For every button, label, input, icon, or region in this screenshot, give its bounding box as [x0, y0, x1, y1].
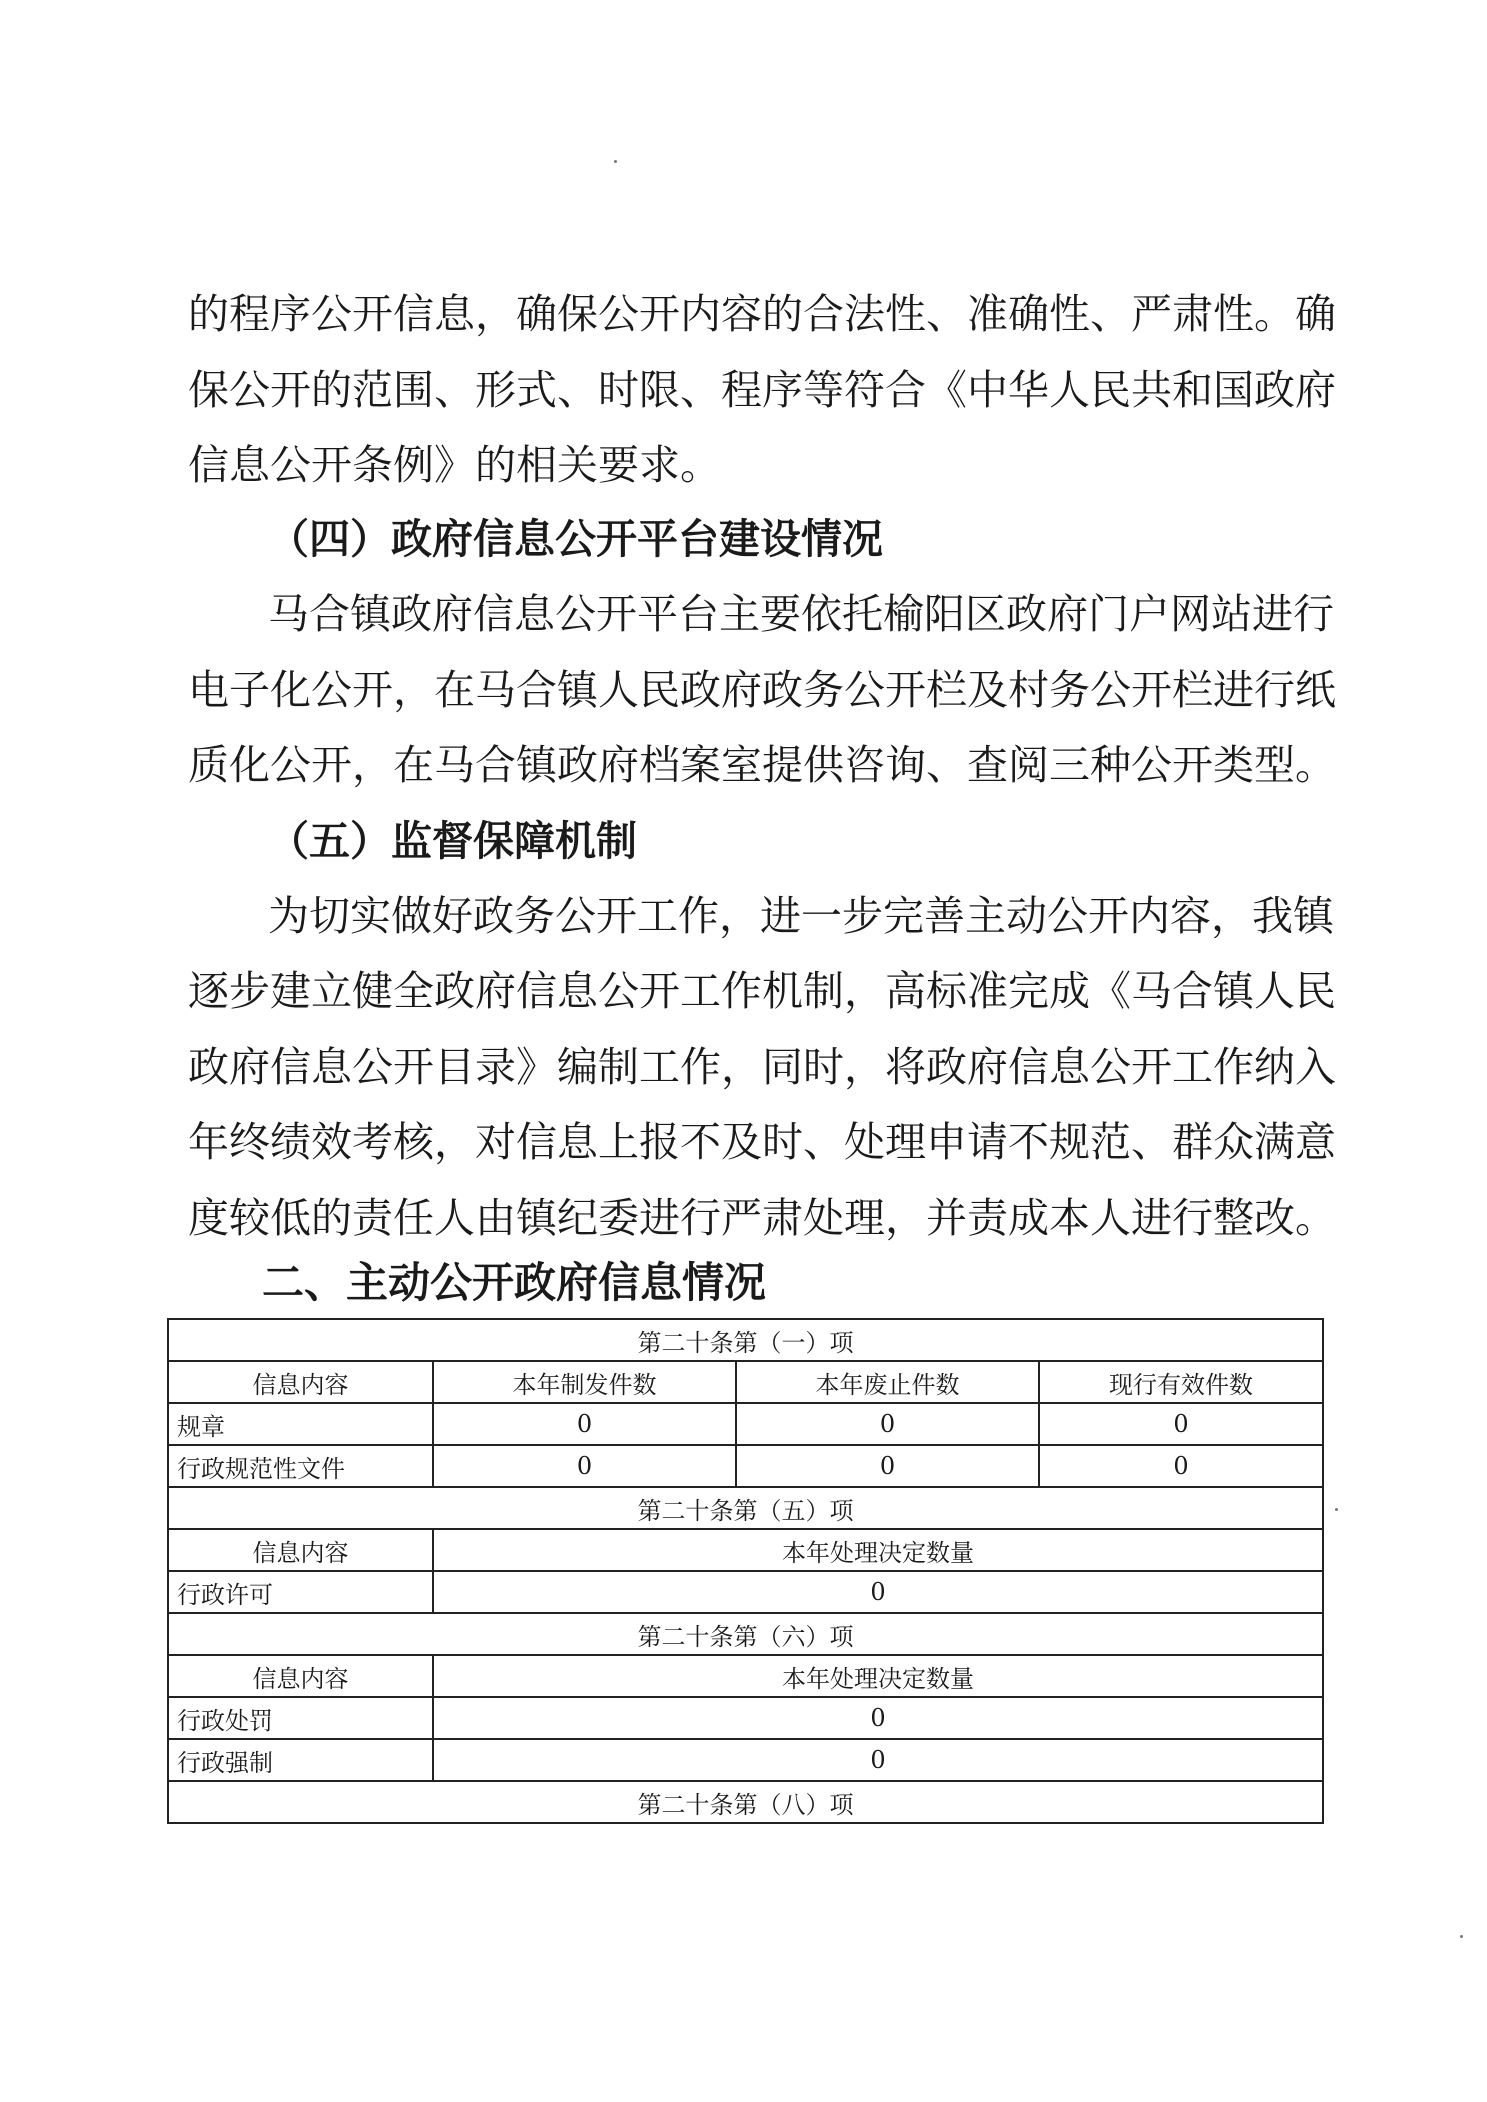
table-cell: 0: [1039, 1403, 1323, 1445]
table-header-cell: 本年制发件数: [433, 1361, 736, 1403]
table-cell: 行政规范性文件: [168, 1445, 433, 1487]
table-row: [168, 1403, 1323, 1445]
paragraph-line: 保公开的范围、形式、时限、程序等符合《中华人民共和国政府: [188, 366, 1336, 414]
paragraph-line: 的程序公开信息，确保公开内容的合法性、准确性、严肃性。确: [188, 290, 1336, 338]
table-title-row: [168, 1613, 1323, 1655]
table-header-row: [168, 1529, 1323, 1571]
table-title-row: [168, 1319, 1323, 1361]
table-header-row: [168, 1361, 1323, 1403]
table-cell: 0: [433, 1739, 1323, 1781]
paragraph-line: 电子化公开，在马合镇人民政府政务公开栏及村务公开栏进行纸: [188, 666, 1336, 714]
table-header-cell: 本年处理决定数量: [433, 1529, 1323, 1571]
table-cell: 行政许可: [168, 1571, 433, 1613]
table-cell: 0: [433, 1697, 1323, 1739]
table-cell: 0: [736, 1403, 1039, 1445]
scan-speck: [1335, 1508, 1338, 1511]
table-header-cell: 信息内容: [168, 1529, 433, 1571]
paragraph-line: 度较低的责任人由镇纪委进行严肃处理，并责成本人进行整改。: [188, 1194, 1336, 1242]
table-cell: 0: [433, 1403, 736, 1445]
table-row: [168, 1445, 1323, 1487]
scan-speck: [1460, 1935, 1463, 1938]
table-cell: 规章: [168, 1403, 433, 1445]
table-row: [168, 1571, 1323, 1613]
paragraph-line: 质化公开，在马合镇政府档案室提供咨询、查阅三种公开类型。: [188, 741, 1336, 789]
paragraph-line: 政府信息公开目录》编制工作，同时，将政府信息公开工作纳入: [188, 1043, 1336, 1091]
paragraph-line: 为切实做好政务公开工作，进一步完善主动公开内容，我镇: [268, 892, 1334, 940]
paragraph-line: 年终绩效考核，对信息上报不及时、处理申请不规范、群众满意: [188, 1118, 1336, 1166]
table-header-row: [168, 1655, 1323, 1697]
paragraph-line: 逐步建立健全政府信息公开工作机制，高标准完成《马合镇人民: [188, 967, 1336, 1015]
table-header-cell: 本年处理决定数量: [433, 1655, 1323, 1697]
disclosure-table: [167, 1318, 1324, 1824]
table-header-cell: 本年废止件数: [736, 1361, 1039, 1403]
table-header-cell: 信息内容: [168, 1655, 433, 1697]
table-header-cell: 现行有效件数: [1039, 1361, 1323, 1403]
table-row: [168, 1739, 1323, 1781]
table-section-title: 第二十条第（六）项: [168, 1613, 1323, 1655]
table-cell: 0: [433, 1445, 736, 1487]
table-cell: 0: [433, 1571, 1323, 1613]
subsection-heading: （五）监督保障机制: [268, 817, 637, 865]
table-section-title: 第二十条第（八）项: [168, 1781, 1323, 1823]
table-cell: 行政处罚: [168, 1697, 433, 1739]
table-cell: 0: [736, 1445, 1039, 1487]
table-section-title: 第二十条第（一）项: [168, 1319, 1323, 1361]
table-cell: 0: [1039, 1445, 1323, 1487]
table-title-row: [168, 1781, 1323, 1823]
table-title-row: [168, 1487, 1323, 1529]
table-cell: 行政强制: [168, 1739, 433, 1781]
paragraph-line: 信息公开条例》的相关要求。: [188, 441, 721, 489]
subsection-heading: （四）政府信息公开平台建设情况: [268, 515, 883, 563]
paragraph-line: 马合镇政府信息公开平台主要依托榆阳区政府门户网站进行: [268, 590, 1334, 638]
table-row: [168, 1697, 1323, 1739]
table-header-cell: 信息内容: [168, 1361, 433, 1403]
scan-speck: [614, 160, 617, 163]
section-heading: 二、主动公开政府信息情况: [262, 1258, 767, 1307]
table-section-title: 第二十条第（五）项: [168, 1487, 1323, 1529]
